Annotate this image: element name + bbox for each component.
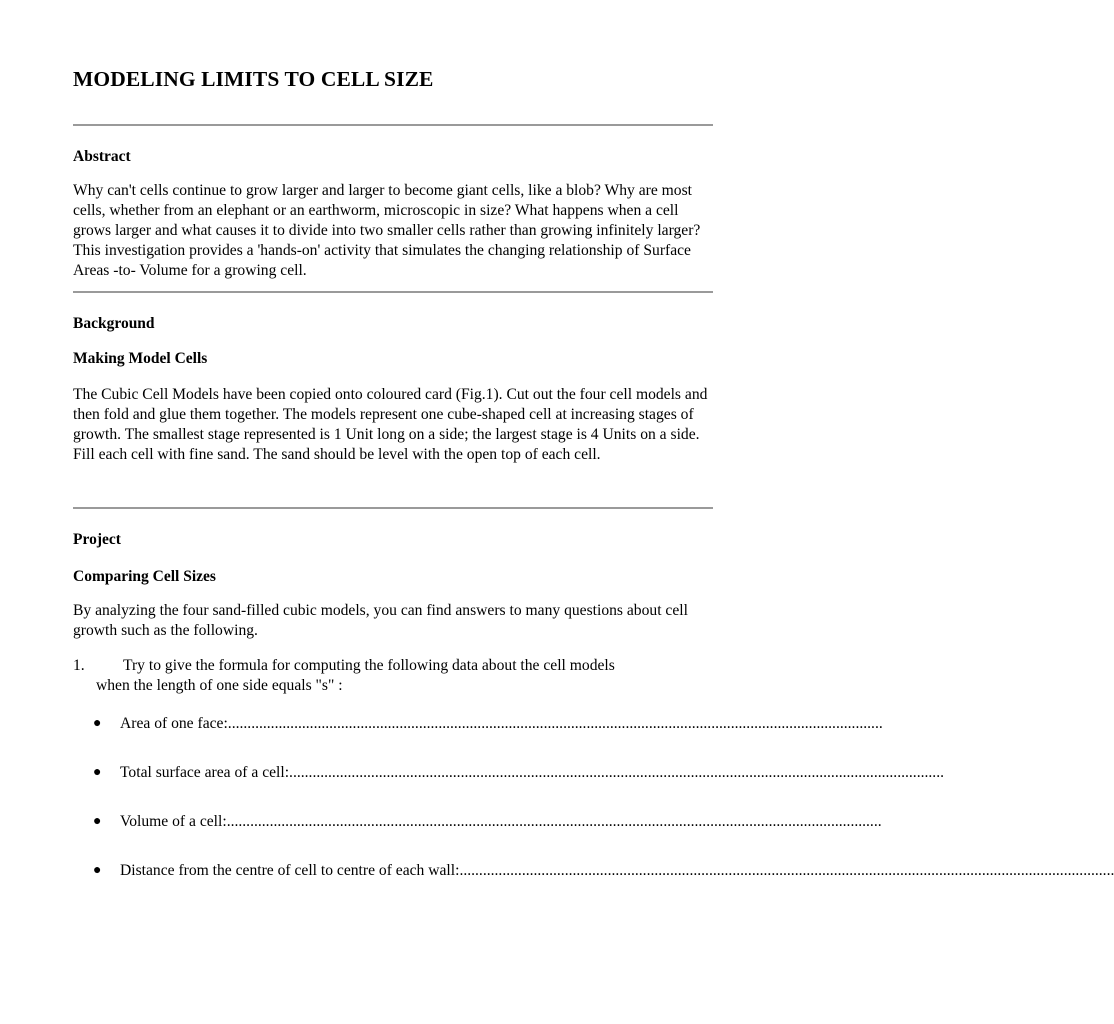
formula-bullet-face-area xyxy=(93,714,883,734)
background-body xyxy=(73,385,713,465)
divider xyxy=(73,124,713,126)
abstract-heading-text: Abstract xyxy=(73,148,131,165)
project-intro-paragraph: By analyzing the four sand-filled cubic models, you can find answers to many questions about cell growth such as the following. xyxy=(73,602,688,639)
background-subheading xyxy=(73,350,713,368)
answer-blank: ........................................................................................................................................................................ xyxy=(289,764,944,781)
bullet-label: Area of one face: xyxy=(120,715,228,732)
making-model-cells-heading: Making Model Cells xyxy=(73,350,208,367)
bullet-label: Distance from the centre of cell to centre of each wall: xyxy=(120,862,460,879)
background-heading-text: Background xyxy=(73,315,155,332)
background-paragraph: The Cubic Cell Models have been copied onto coloured card (Fig.1). Cut out the four cell models and then fold and glue them together. The models represent one cube-shaped cell at increasing stages of growth. The smallest stage represented is 1 Unit long on a side; the largest stage is 4 Units on a side. Fill each cell with fine sand. The sand should be level with the open top of each cell. xyxy=(73,386,708,463)
abstract-paragraph: Why can't cells continue to grow larger and larger to become giant cells, like a blob? Why are most cells, whether from an elephant or an earthworm, microscopic in size? What happens when a cell grows larger and what causes it to divide into two smaller cells rather than growing infinitely larger? This investigation provides a 'hands-on' activity that simulates the changing relationship of Surface Areas -to- Volume for a growing cell. xyxy=(73,182,701,279)
bullet-label: Total surface area of a cell: xyxy=(120,764,290,781)
bullet-label: Volume of a cell: xyxy=(120,813,227,830)
abstract-heading xyxy=(73,148,713,166)
comparing-cell-sizes-heading: Comparing Cell Sizes xyxy=(73,568,216,585)
item-number: 1. xyxy=(73,657,85,674)
answer-blank: ........................................................................................................................................................................ xyxy=(459,862,1114,879)
project-heading xyxy=(73,531,713,549)
project-heading-text: Project xyxy=(73,531,121,548)
bullet-icon: ● xyxy=(93,716,102,731)
answer-blank: ........................................................................................................................................................................ xyxy=(226,813,882,830)
bullet-icon: ● xyxy=(93,863,102,878)
item-line-2: when the length of one side equals "s" : xyxy=(96,677,343,694)
project-subheading xyxy=(73,568,713,586)
item-line-1: Try to give the formula for computing the following data about the cell models xyxy=(123,657,615,674)
project-intro xyxy=(73,601,713,641)
divider xyxy=(73,507,713,509)
formula-bullet-volume xyxy=(93,812,882,832)
numbered-item-1 xyxy=(73,656,713,696)
formula-bullet-distance xyxy=(93,861,1114,881)
page-title: MODELING LIMITS TO CELL SIZE xyxy=(73,67,434,91)
answer-blank: ........................................................................................................................................................................ xyxy=(227,715,883,732)
abstract-body xyxy=(73,181,713,281)
background-heading xyxy=(73,315,713,333)
formula-bullet-surface-area xyxy=(93,763,944,783)
bullet-icon: ● xyxy=(93,814,102,829)
divider xyxy=(73,291,713,293)
bullet-icon: ● xyxy=(93,765,102,780)
